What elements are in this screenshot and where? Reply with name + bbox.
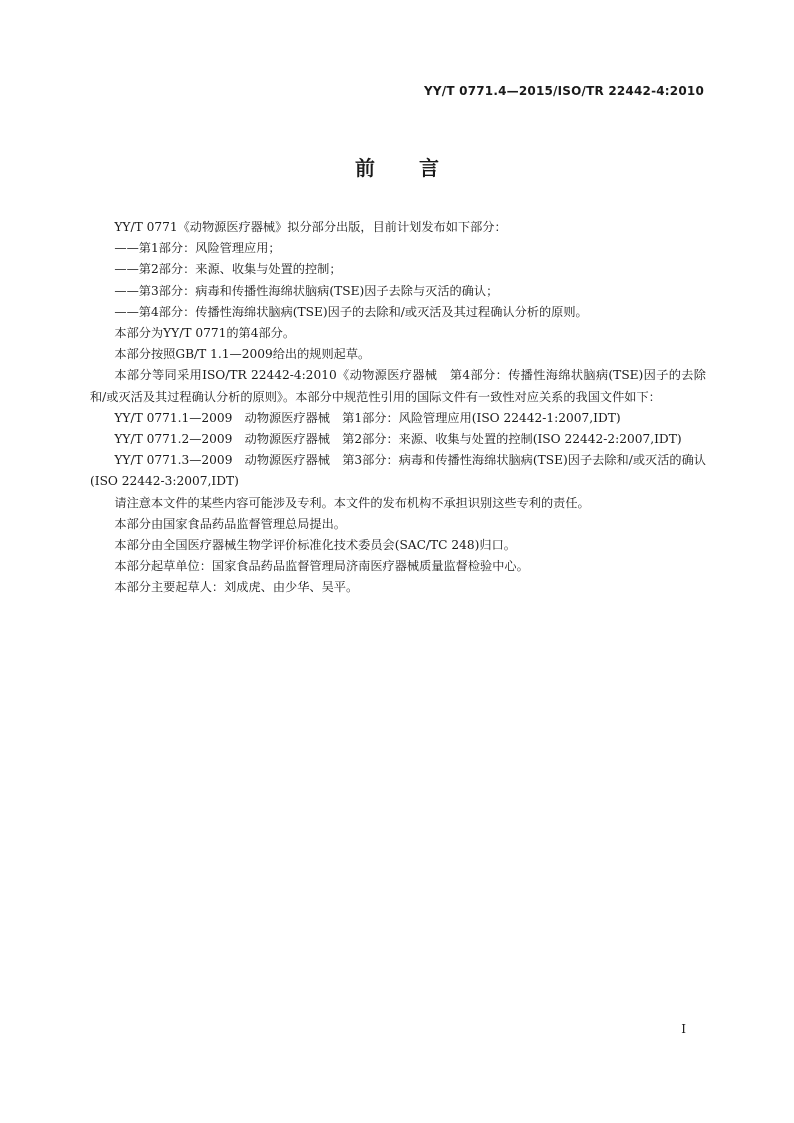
foreword-body	[90, 217, 706, 599]
paragraph-patent-notice: 请注意本文件的某些内容可能涉及专利。本文件的发布机构不承担识别这些专利的责任。	[114, 495, 590, 510]
paragraph-series-intro: YY/T 0771《动物源医疗器械》拟分部分出版，目前计划发布如下部分：	[114, 220, 507, 234]
list-item-part-2: ——第2部分：来源、收集与处置的控制；	[114, 262, 342, 277]
paragraph-adoption: 本部分等同采用ISO/TR 22442-4:2010《动物源医疗器械 第4部分：传播性海绵状脑病(TSE)因子的去除和/或灭活及其过程确认分析的原则》。本部分中规范性引用的国际文件有一致性对应关系的我国文件如下：	[90, 368, 706, 404]
list-item-part-3: ——第3部分：病毒和传播性海绵状脑病(TSE)因子去除与灭活的确认；	[114, 283, 499, 298]
reference-item-1: YY/T 0771.1—2009 动物源医疗器械 第1部分：风险管理应用(ISO 22442-1:2007,IDT)	[114, 410, 621, 425]
paragraph-drafters: 本部分主要起草人：刘成虎、由少华、吴平。	[114, 580, 359, 595]
list-item-part-4: ——第4部分：传播性海绵状脑病(TSE)因子的去除和/或灭活及其过程确认分析的原则。	[114, 304, 588, 319]
reference-item-3: YY/T 0771.3—2009 动物源医疗器械 第3部分：病毒和传播性海绵状脑病(TSE)因子去除和/或灭活的确认(ISO 22442-3:2007,IDT)	[90, 453, 706, 489]
paragraph-part-statement: 本部分为YY/T 0771的第4部分。	[114, 326, 296, 341]
paragraph-drafting-rules: 本部分按照GB/T 1.1—2009给出的规则起草。	[114, 347, 371, 362]
page-title: 前言	[355, 156, 483, 180]
reference-item-2: YY/T 0771.2—2009 动物源医疗器械 第2部分：来源、收集与处置的控制(ISO 22442-2:2007,IDT)	[114, 432, 682, 447]
paragraph-drafting-unit: 本部分起草单位：国家食品药品监督管理局济南医疗器械质量监督检验中心。	[114, 559, 529, 574]
page-number: I	[681, 1022, 686, 1036]
paragraph-committee: 本部分由全国医疗器械生物学评价标准化技术委员会(SAC/TC 248)归口。	[114, 538, 516, 553]
standard-code-header: YY/T 0771.4—2015/ISO/TR 22442-4:2010	[424, 84, 704, 98]
paragraph-proposer: 本部分由国家食品药品监督管理总局提出。	[114, 516, 346, 531]
list-item-part-1: ——第1部分：风险管理应用；	[114, 241, 281, 256]
